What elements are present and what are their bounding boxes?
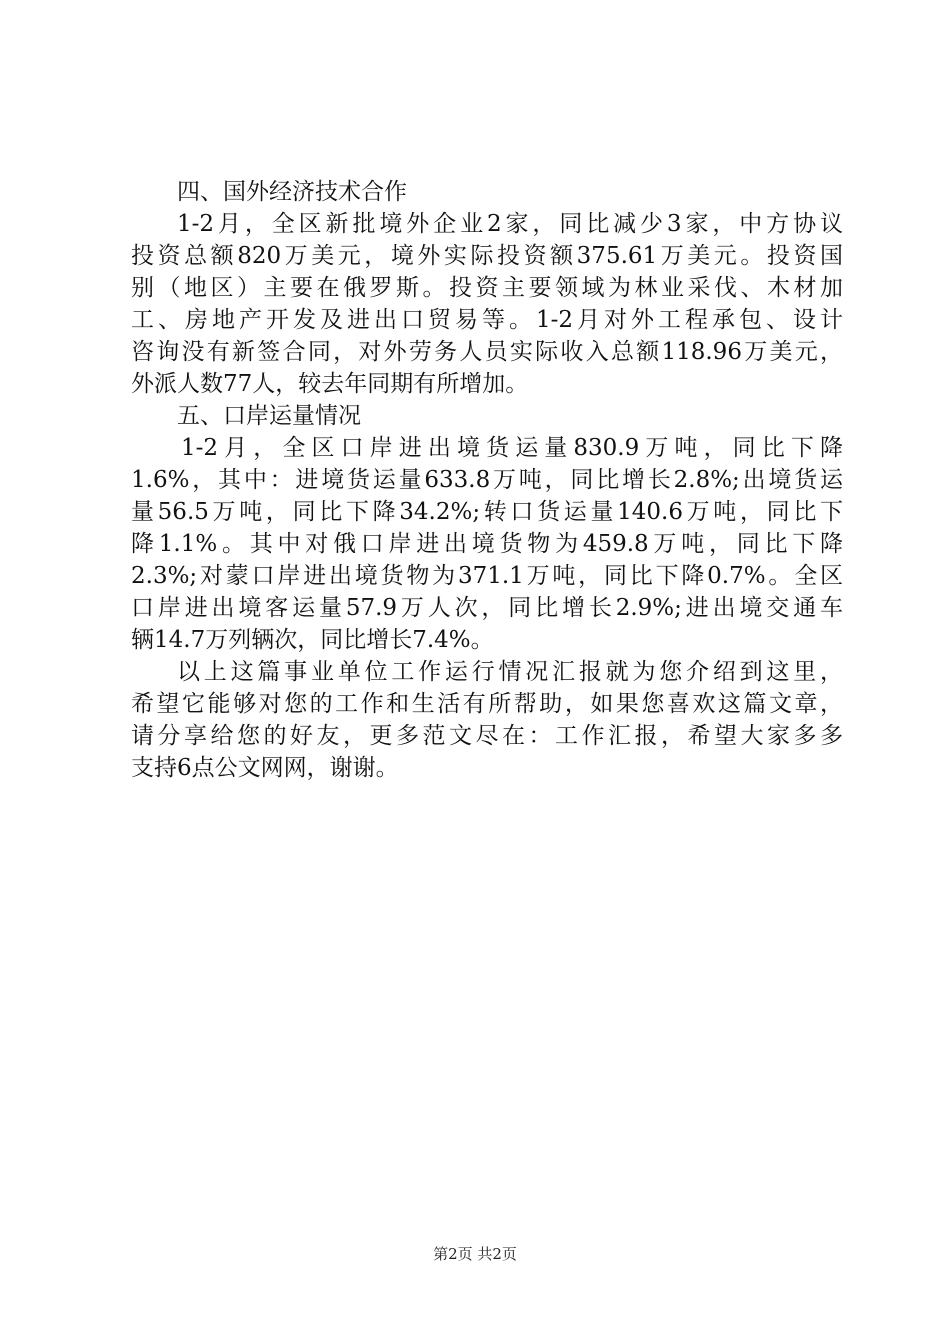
paragraph-line: 2.3%;对蒙口岸进出境货物为371.1万吨，同比下降0.7%。全区: [131, 563, 843, 589]
section-heading-overseas-cooperation: 四、国外经济技术合作: [177, 179, 407, 205]
paragraph-line: 量56.5万吨，同比下降34.2%;转口货运量140.6万吨，同比下: [131, 499, 843, 525]
paragraph-line: 咨询没有新签合同，对外劳务人员实际收入总额118.96万美元，: [131, 339, 843, 365]
paragraph-line: 辆14.7万列辆次，同比增长7.4%。: [131, 627, 494, 653]
closing-paragraph-line: 以上这篇事业单位工作运行情况汇报就为您介绍到这里，: [177, 659, 843, 685]
paragraph-line: 1-2月，全区口岸进出境货运量830.9万吨，同比下降: [181, 435, 843, 461]
page-number-footer: 第2页 共2页: [433, 1245, 517, 1263]
paragraph-line: 1-2月，全区新批境外企业2家，同比减少3家，中方协议: [177, 211, 843, 237]
closing-paragraph-line: 希望它能够对您的工作和生活有所帮助，如果您喜欢这篇文章，: [131, 691, 843, 717]
closing-paragraph-line: 支持6点公文网网，谢谢。: [131, 755, 399, 781]
paragraph-line: 工、房地产开发及进出口贸易等。1-2月对外工程承包、设计: [131, 307, 843, 333]
document-body: [131, 176, 843, 784]
paragraph-line: 降1.1%。其中对俄口岸进出境货物为459.8万吨，同比下降: [131, 531, 843, 557]
section-heading-port-traffic: 五、口岸运量情况: [177, 403, 361, 429]
closing-paragraph-line: 请分享给您的好友，更多范文尽在：工作汇报，希望大家多多: [131, 723, 843, 749]
paragraph-line: 口岸进出境客运量57.9万人次，同比增长2.9%;进出境交通车: [131, 595, 843, 621]
paragraph-line: 投资总额820万美元，境外实际投资额375.61万美元。投资国: [131, 243, 843, 269]
paragraph-line: 外派人数77人，较去年同期有所增加。: [131, 371, 529, 397]
paragraph-line: 1.6%，其中：进境货运量633.8万吨，同比增长2.8%;出境货运: [131, 467, 843, 493]
paragraph-line: 别（地区）主要在俄罗斯。投资主要领域为林业采伐、木材加: [131, 275, 843, 301]
